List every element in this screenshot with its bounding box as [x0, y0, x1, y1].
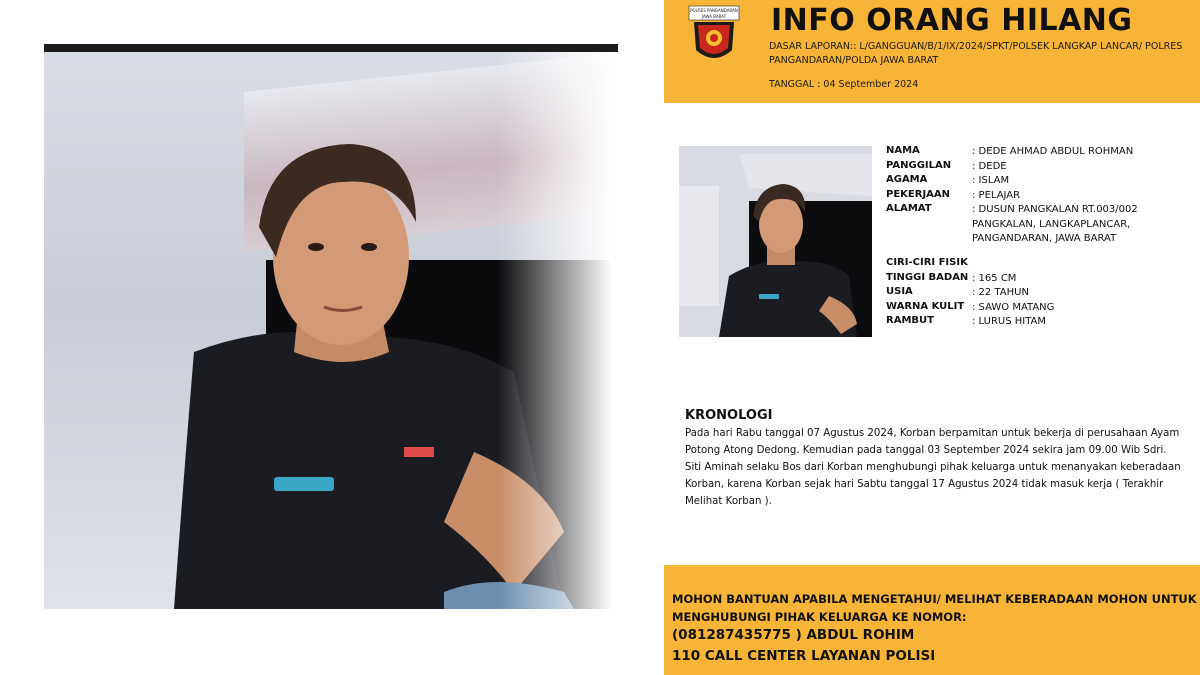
info-value: : 22 TAHUN [972, 287, 1029, 298]
missing-person-thumbnail [679, 146, 872, 337]
section-heading: CIRI-CIRI FISIK [886, 257, 968, 268]
info-value: : 165 CM [972, 272, 1017, 284]
info-value: : DEDE AHMAD ABDUL ROHMAN [972, 146, 1134, 157]
missing-person-photo [44, 52, 618, 609]
report-basis: DASAR LAPORAN:: L/GANGGUAN/B/1/IX/2024/SPKT/POLSEK LANGKAP LANCAR/ POLRES PANGANDARAN/POLDA JAWA BARAT [769, 41, 1183, 66]
police-call-center: 110 CALL CENTER LAYANAN POLISI [672, 648, 936, 664]
info-value: : DUSUN PANGKALAN RT.003/002 PANGKALAN, LANGKAPLANCAR, PANGANDARAN, JAWA BARAT [972, 204, 1138, 244]
info-label: PANGGILAN [886, 159, 952, 171]
info-label: NAMA [886, 145, 920, 156]
info-label: USIA [886, 286, 913, 297]
chronology-text: Pada hari Rabu tanggal 07 Agustus 2024, Korban berpamitan untuk bekerja di perusahaan Ayam Potong Atong Dedong. Kemudian pada tanggal 03 September 2024 sekira jam 09.00 Wib Sdri. Siti Aminah selaku Bos dari Korban menghubungi pihak keluarga untuk menanyakan keberadaan Korban, karena Korban sejak hari Sabtu tanggal 17 Agustus 2024 tidak masuk kerja ( Terakhir Melihat Korban ). [685, 428, 1181, 507]
info-label: PEKERJAAN [886, 188, 951, 200]
photo-frame-edge [44, 44, 618, 52]
info-value: : DEDE [972, 160, 1007, 172]
flyer-title: INFO ORANG HILANG [771, 3, 1133, 38]
svg-text:POLRES PANGANDARAN: POLRES PANGANDARAN [690, 8, 738, 13]
info-value: : LURUS HITAM [972, 316, 1047, 327]
info-label: AGAMA [886, 174, 928, 185]
info-label: WARNA KULIT [886, 300, 965, 312]
info-label: ALAMAT [886, 203, 932, 214]
police-badge-icon [688, 4, 740, 68]
info-value: : ISLAM [972, 175, 1010, 186]
footer-appeal-line-1: MOHON BANTUAN APABILA MENGETAHUI/ MELIHAT KEBERADAAN MOHON UNTUK [672, 592, 1197, 606]
svg-text:JAWA BARAT: JAWA BARAT [701, 14, 727, 19]
chronology-section [685, 408, 1185, 510]
info-value: : SAWO MATANG [972, 301, 1055, 313]
info-label: TINGGI BADAN [886, 271, 969, 283]
info-value: : PELAJAR [972, 189, 1021, 201]
report-date: TANGGAL : 04 September 2024 [769, 79, 919, 90]
contact-phone: (081287435775 ) ABDUL ROHIM [672, 627, 915, 643]
footer-appeal-line-2: MENGHUBUNGI PIHAK KELUARGA KE NOMOR: [672, 610, 967, 624]
info-label: RAMBUT [886, 315, 934, 326]
chronology-heading: KRONOLOGI [685, 408, 773, 423]
